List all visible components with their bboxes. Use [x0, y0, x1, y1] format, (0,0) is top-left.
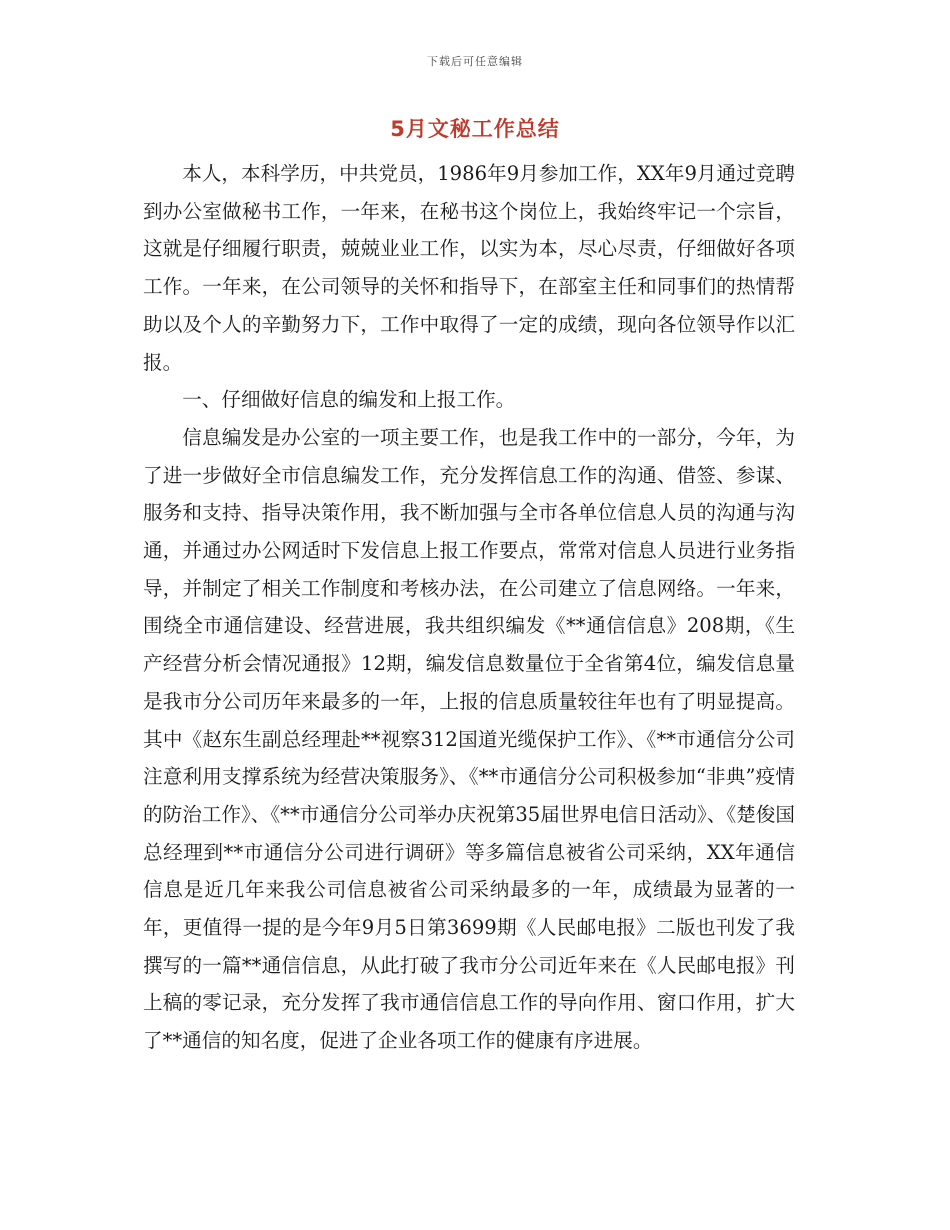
paragraph-info-work: 信息编发是办公室的一项主要工作，也是我工作中的一部分，今年，为了进一步做好全市信息编发工作，充分发挥信息工作的沟通、借签、参谋、服务和支持、指导决策作用，我不断加强与全市各单位信息人员的沟通与沟通，并通过办公网适时下发信息上报工作要点，常常对信息人员进行业务指导，并制定了相关工作制度和考核办法，在公司建立了信息网络。一年来，围绕全市通信建设、经营进展，我共组织编发《**通信信息》208期，《生产经营分析会情况通报》12期，编发信息数量位于全省第4位，编发信息量是我市分公司历年来最多的一年，上报的信息质量较往年也有了明显提高。其中《赵东生副总经理赴**视察312国道光缆保护工作》、《**市通信分公司注意利用支撑系统为经营决策服务》、《**市通信分公司积极参加“非典”疫情的防治工作》、《**市通信分公司举办庆祝第35届世界电信日活动》、《楚俊国总经理到**市通信分公司进行调研》等多篇信息被省公司采纳，XX年通信信息是近几年来我公司信息被省公司采纳最多的一年，成绩最为显著的一年，更值得一提的是今年9月5日第3699期《人民邮电报》二版也刊发了我撰写的一篇**通信信息，从此打破了我市分公司近年来在《人民邮电报》刊上稿的零记录，充分发挥了我市通信信息工作的导向作用、窗口作用，扩大了**通信的知名度，促进了企业各项工作的健康有序进展。 — [143, 425, 795, 1053]
document-body — [143, 155, 795, 1060]
paragraph-section-heading: 一、仔细做好信息的编发和上报工作。 — [182, 388, 516, 412]
paragraph-intro: 本人，本科学历，中共党员，1986年9月参加工作，XX年9月通过竞聘到办公室做秘书工作，一年来，在秘书这个岗位上，我始终牢记一个宗旨，这就是仔细履行职责，兢兢业业工作，以实为本，尽心尽责，仔细做好各项工作。一年来，在公司领导的关怀和指导下，在部室主任和同事们的热情帮助以及个人的辛勤努力下，工作中取得了一定的成绩，现向各位领导作以汇报。 — [143, 162, 795, 374]
document-title: 5月文秘工作总结 — [390, 117, 560, 141]
header-note: 下载后可任意编辑 — [427, 55, 523, 68]
